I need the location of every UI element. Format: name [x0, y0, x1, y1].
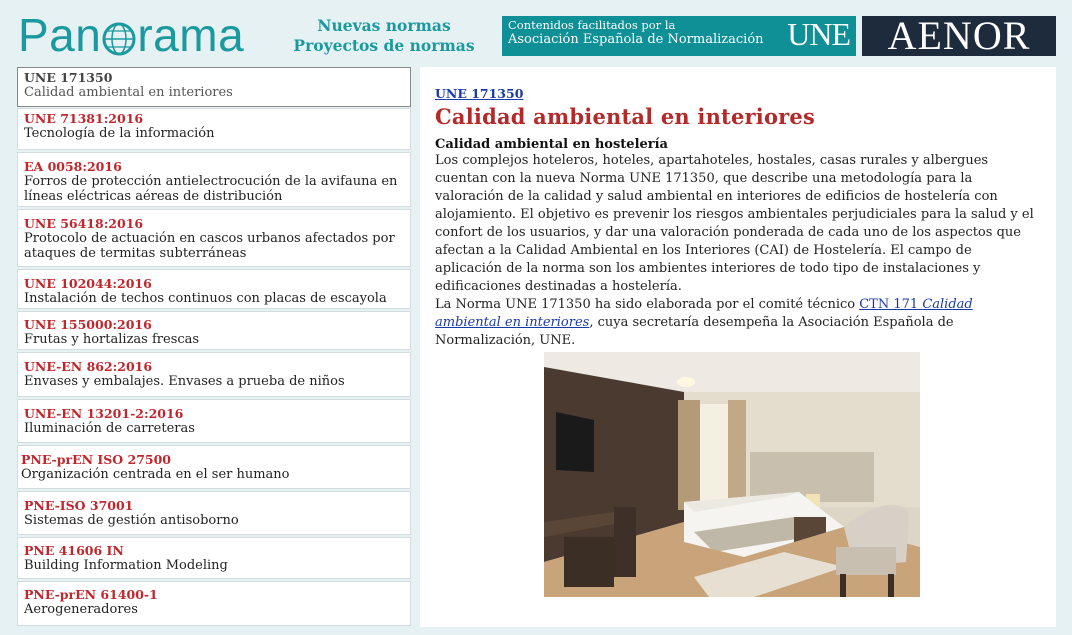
item-code: UNE 155000:2016 — [24, 317, 152, 332]
item-code: PNE-prEN ISO 27500 — [21, 452, 172, 467]
standard-code-link[interactable]: UNE 171350 — [435, 86, 524, 101]
header-nav — [284, 16, 484, 56]
list-item-une-171350[interactable] — [17, 67, 411, 107]
item-desc: Tecnología de la información — [24, 126, 215, 141]
article-title: Calidad ambiental en interiores — [435, 104, 816, 129]
aenor-logo[interactable] — [862, 16, 1056, 56]
une-banner-line2: Asociación Española de Normalización — [508, 32, 764, 47]
paragraph-2-start: La Norma UNE 171350 ha sido elaborada por el comité técnico — [435, 297, 860, 312]
une-banner-line1: Contenidos facilitados por la — [508, 18, 676, 32]
item-desc: Protocolo de actuación en cascos urbanos afectados por ataques de termitas subterráneas — [24, 231, 395, 261]
item-code: UNE-EN 13201-2:2016 — [24, 406, 184, 421]
globe-icon — [102, 22, 136, 56]
list-item[interactable] — [17, 491, 411, 535]
item-desc: Organización centrada en el ser humano — [21, 467, 290, 482]
item-code: UNE 102044:2016 — [24, 276, 152, 291]
article-paragraph-1: Los complejos hoteleros, hoteles, apartahoteles, hostales, casas rurales y albergues cuentan con la nueva Norma UNE 171350, que describe una metodología para la valoración de la calidad y salud ambiental en interiores de edificios de hostelería con alojamiento. El objetivo es prevenir los riesgos ambientales perjudiciales para la salud y el confort de los usuarios, y dar una valoración ponderada de cada uno de los aspectos que afectan a la Calidad Ambiental en los Interiores (CAI) de Hostelería. El campo de aplicación de la norma son los ambientes interiores de todo tipo de instalaciones y edificaciones destinadas a hostelería. — [435, 153, 1034, 294]
logo-text-end: rama — [137, 9, 245, 61]
panorama-logo[interactable] — [18, 10, 244, 60]
item-code: EA 0058:2016 — [24, 159, 122, 174]
item-desc: Iluminación de carreteras — [24, 421, 195, 436]
list-item[interactable] — [17, 537, 411, 579]
item-code: UNE 56418:2016 — [24, 216, 144, 231]
hotel-room-image — [544, 352, 920, 597]
list-item[interactable] — [17, 311, 411, 350]
item-desc: Frutas y hortalizas frescas — [24, 332, 200, 347]
une-banner[interactable] — [502, 16, 856, 56]
item-code: PNE 41606 IN — [24, 543, 124, 558]
list-item[interactable] — [17, 399, 411, 443]
aenor-logo-text: AENOR — [887, 16, 1031, 56]
list-item[interactable] — [17, 108, 411, 150]
list-item[interactable] — [17, 581, 411, 626]
list-item[interactable] — [17, 445, 411, 489]
article-paragraph-2 — [435, 296, 1042, 350]
item-desc: Calidad ambiental en interiores — [24, 85, 233, 100]
paragraph-2-end: , cuya secretaría desempeña la Asociación Española de Normalización, UNE. — [435, 315, 954, 348]
nav-nuevas-normas[interactable]: Nuevas normas — [317, 16, 451, 35]
item-desc: Instalación de techos continuos con placas de escayola — [24, 291, 387, 306]
list-item[interactable] — [17, 269, 411, 309]
nav-proyectos-normas[interactable]: Proyectos de normas — [293, 36, 475, 55]
item-code: PNE-ISO 37001 — [24, 498, 134, 513]
item-desc: Building Information Modeling — [24, 558, 228, 573]
logo-text-start: Pan — [18, 9, 102, 61]
item-code: PNE-prEN 61400-1 — [24, 587, 158, 602]
item-code: UNE-EN 862:2016 — [24, 359, 153, 374]
item-desc: Sistemas de gestión antisoborno — [24, 513, 239, 528]
item-code: UNE 171350 — [24, 70, 113, 85]
ctn-name: Calidad ambiental en interiores — [435, 297, 973, 330]
item-desc: Forros de protección antielectrocución de la avifauna en líneas eléctricas aéreas de distribución — [24, 174, 398, 204]
item-code: UNE 71381:2016 — [24, 111, 144, 126]
ctn-code: CTN 171 — [859, 297, 919, 312]
list-item[interactable] — [17, 352, 411, 397]
une-logo: UNE — [787, 16, 850, 52]
list-item[interactable] — [17, 209, 411, 267]
item-desc: Envases y embalajes. Envases a prueba de niños — [24, 374, 345, 389]
hotel-room-photo — [544, 352, 920, 597]
item-desc: Aerogeneradores — [24, 602, 138, 617]
article-subtitle: Calidad ambiental en hostelería — [435, 137, 668, 152]
list-item[interactable] — [17, 152, 411, 207]
